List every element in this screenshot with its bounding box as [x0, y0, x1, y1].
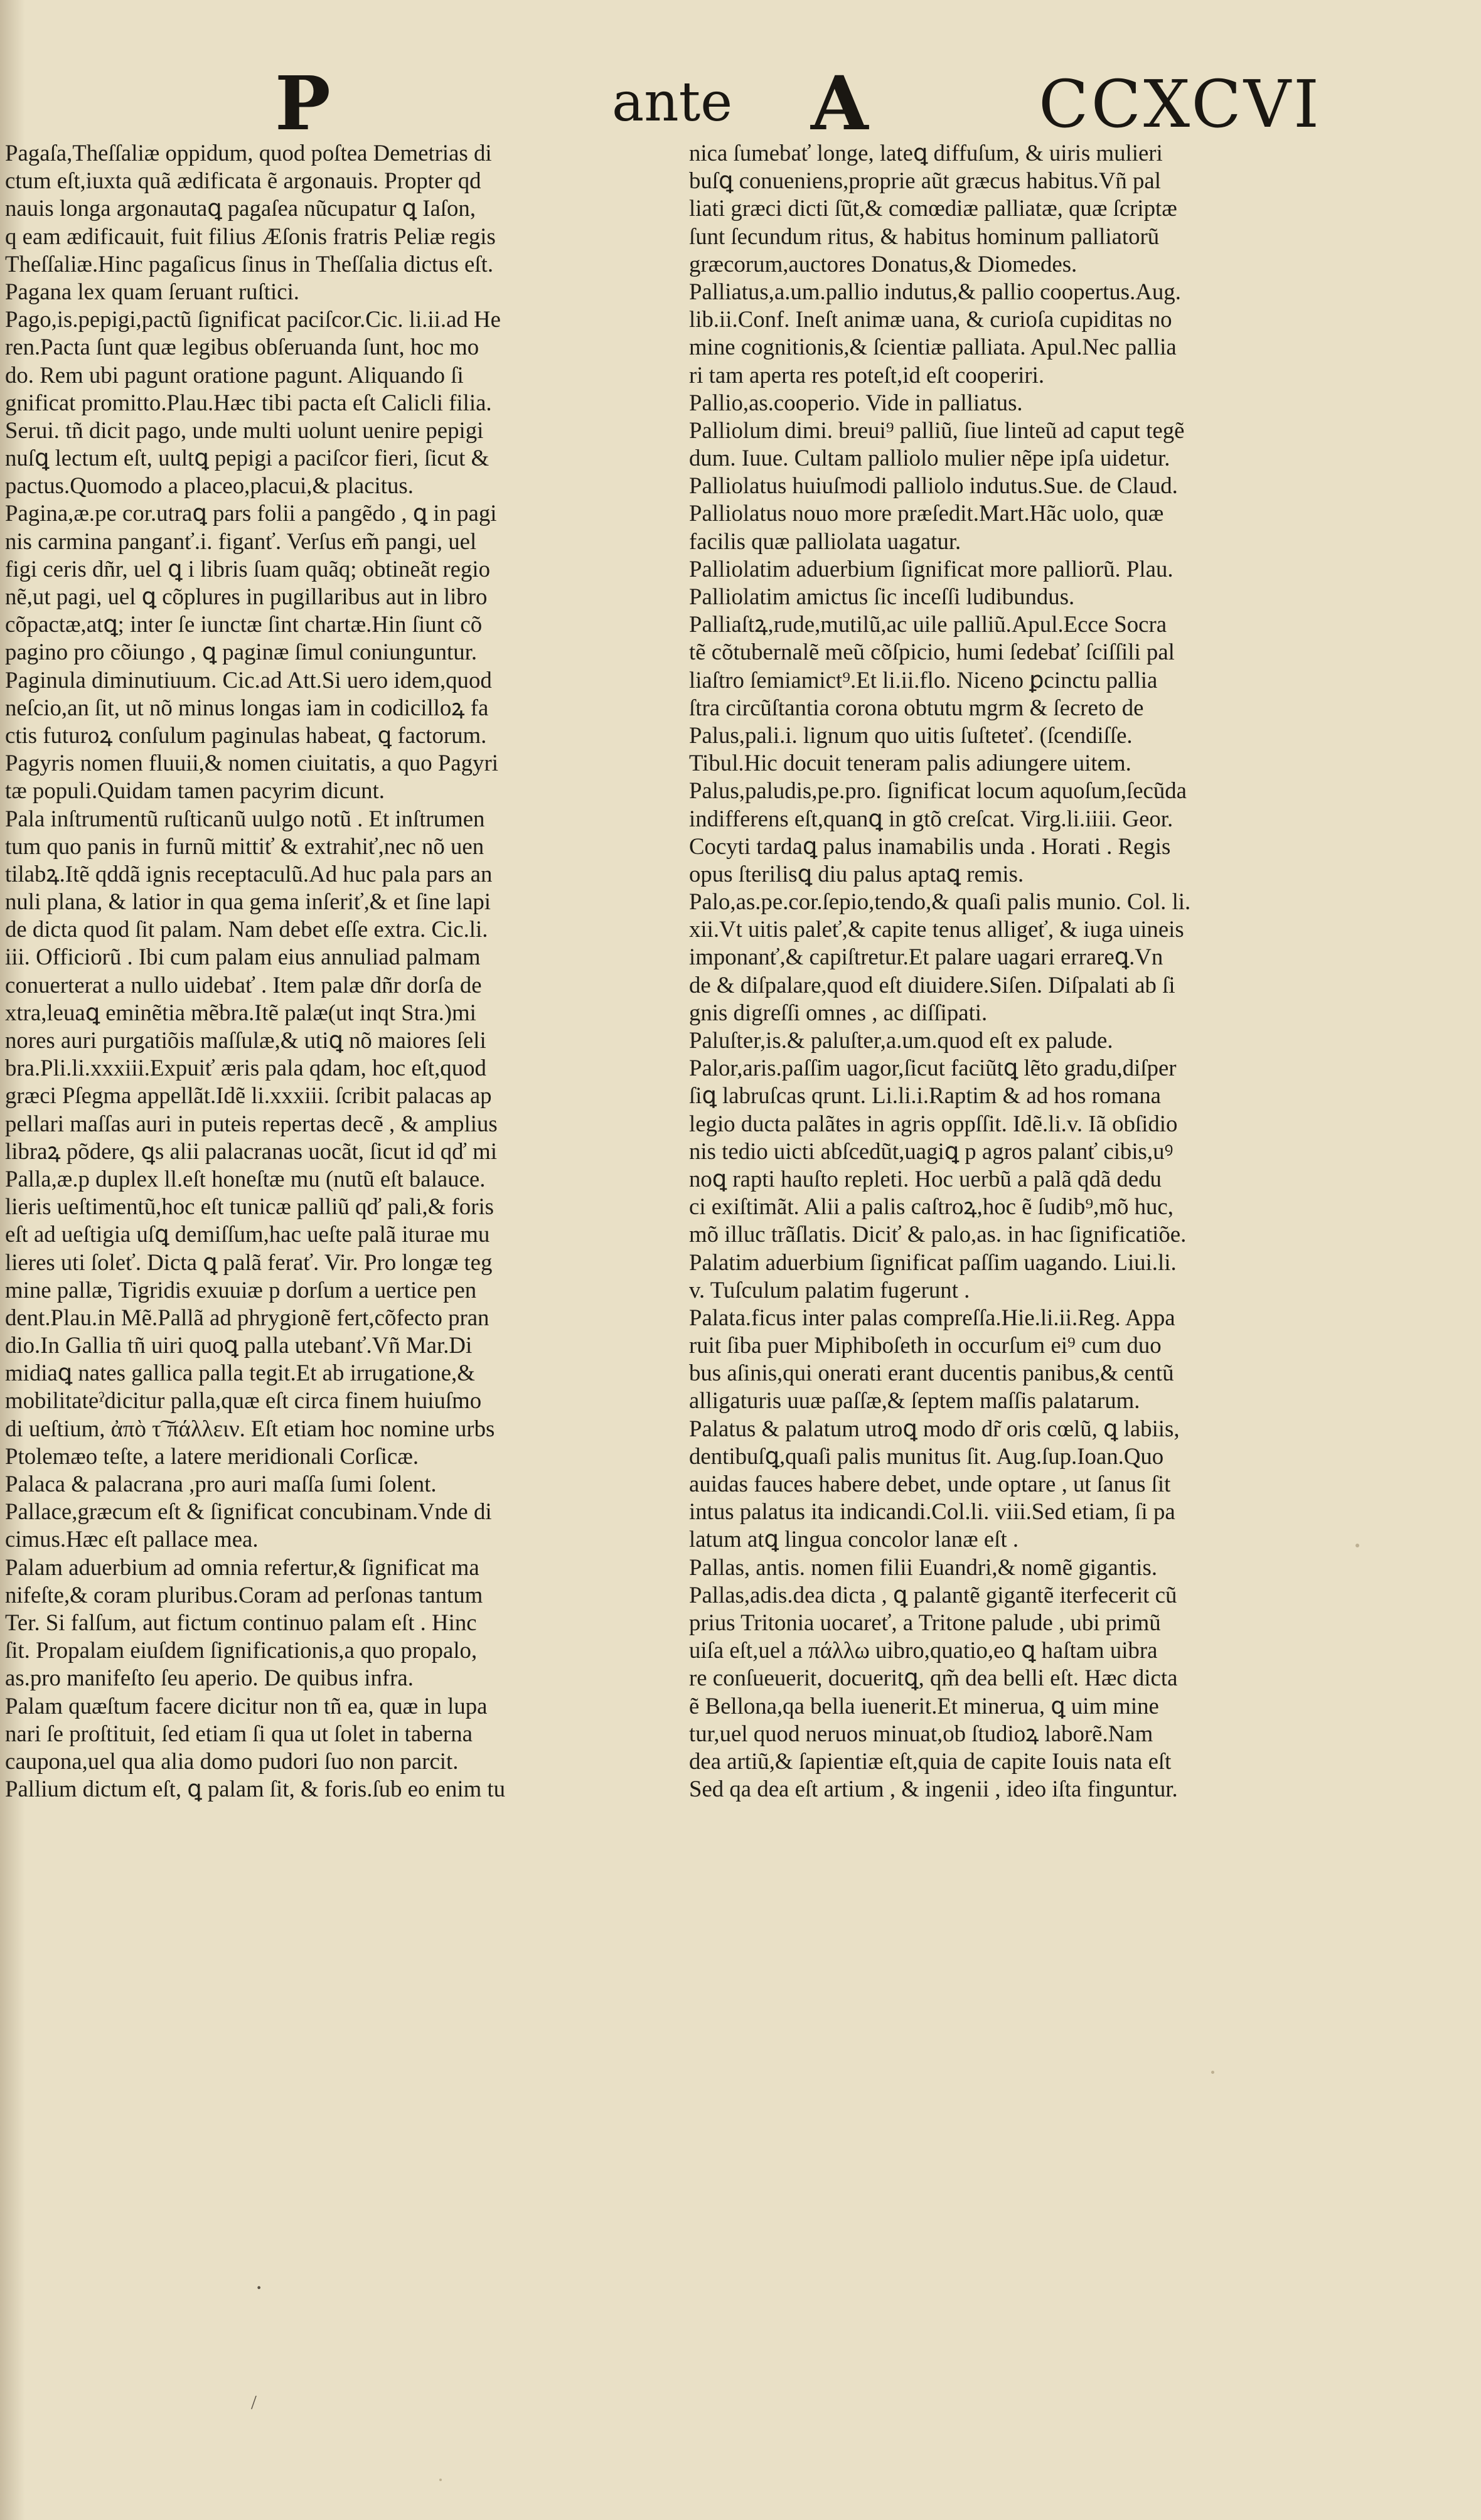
right-column-line: Palliolum dimi. breui⁹ palliũ, ſiue linteũ ad caput tegẽ [689, 417, 1185, 443]
right-column-line: bus aſinis,qui onerati erant ducentis panibus,& centũ [689, 1360, 1174, 1386]
paper-speck [1355, 1544, 1359, 1547]
margin-tick: / [251, 2391, 257, 2413]
right-column-line: Palor,aris.paſſim uagor,ſicut faciũtꝗ lẽto gradu,diſper [689, 1055, 1177, 1081]
left-column-line: midiaꝗ nates gallica palla tegit.Et ab irrugatione,& [5, 1360, 475, 1386]
right-column-line: alligaturis uuæ paſſæ,& ſeptem maſſis palatarum. [689, 1387, 1140, 1414]
right-column-line: Palo,as.pe.cor.ſepio,tendo,& quaſi palis munio. Col. li. [689, 889, 1191, 915]
header-right-initial: A [811, 60, 869, 147]
left-column-line: mobilitateˀdicitur palla,quæ eſt circa finem huiuſmo [5, 1387, 482, 1414]
right-column-line: Palliolatim amictus ſic inceſſi ludibundus. [689, 584, 1075, 609]
left-column-line: Ptolemæo teſte, a latere meridionali Corſicæ. [5, 1443, 419, 1469]
left-column-line: græci Pſegma appellãt.Idẽ li.xxxiii. ſcribit palacas ap [5, 1082, 492, 1109]
right-column-line: uiſa eſt,uel a πάλλω uibro,quatio,eo ꝗ haſtam uibra [689, 1637, 1158, 1663]
running-header [0, 60, 1481, 147]
right-column-line: dum. Iuue. Cultam palliolo mulier nẽpe ipſa uidetur. [689, 445, 1170, 471]
right-column-line: xii.Vt uitis paleť,& capite tenus alligeť, & iuga uineis [689, 916, 1184, 942]
margin-dot: · [255, 2273, 264, 2302]
right-column-line: Tibul.Hic docuit teneram palis adiungere uitem. [689, 750, 1131, 776]
right-column-line: intus palatus ita indicandi.Col.li. viii.Sed etiam, ſi pa [689, 1498, 1175, 1525]
right-column-line: nis tedio uicti abſcedũt,uagiꝗ p agros palanť cibis,uꝰ [689, 1138, 1174, 1164]
right-column-line: de & diſpalare,quod eſt diuidere.Siſen. Diſpalati ab ſi [689, 971, 1175, 998]
right-column-line: legio ducta palãtes in agris oppſſit. Idẽ.li.v. Iã obſidio [689, 1110, 1178, 1136]
left-column-line: Palla,æ.p duplex ll.eſt honeſtæ mu (nutũ eſt balauce. [5, 1165, 486, 1192]
left-column-line: pactus.Quomodo a placeo,placui,& placitus. [5, 472, 414, 499]
right-column-line: nica ſumebať longe, lateꝗ diffuſum, & uiris mulieri [689, 140, 1163, 166]
right-text-column [689, 139, 1384, 1803]
left-column-line: Pagaſa,Theſſaliæ oppidum, quod poſtea Demetrias di [5, 140, 492, 166]
left-column-line: Theſſaliæ.Hinc pagaſicus ſinus in Theſſalia dictus eſt. [5, 250, 494, 277]
left-column-line: nis carmina panganť.i. figanť. Verſus em̃ pangi, uel [5, 528, 477, 554]
left-column-line: cimus.Hæc eſt pallace mea. [5, 1526, 259, 1552]
left-column-line: Pallium dictum eſt, ꝗ palam ſit, & foris.ſub eo enim tu [5, 1776, 506, 1802]
right-column-line: opus ſterilisꝗ diu palus aptaꝗ remis. [689, 860, 1024, 887]
left-column-line: cõpactæ,atꝗ; inter ſe iunctæ ſint chartæ.Hin ſiunt cõ [5, 611, 483, 638]
left-column-line: iii. Officiorũ . Ibi cum palam eius annuliad palmam [5, 944, 481, 970]
left-column-line: Palam quæſtum facere dicitur non tñ ea, quæ in lupa [5, 1692, 488, 1719]
left-column-line: nuſꝗ lectum eſt, uultꝗ pepigi a paciſcor fieri, ſicut & [5, 445, 489, 471]
left-column-line: caupona,uel qua alia domo pudori ſuo non parcit. [5, 1748, 459, 1774]
right-column-line: prius Tritonia uocareť, a Tritone palude , ubi primũ [689, 1609, 1161, 1635]
right-column-line: re conſueuerit, docueritꝗ, qm̃ dea belli eſt. Hæc dicta [689, 1665, 1178, 1691]
header-middle-word: ante [612, 71, 733, 134]
right-column-line: ri tam aperta res poteſt,id eſt cooperiri. [689, 361, 1045, 388]
right-column-line: buſꝗ conueniens,proprie aũt græcus habitus.Vñ pal [689, 168, 1161, 194]
left-column-line: dent.Plau.in Mẽ.Pallã ad phrygionẽ fert,cõfecto pran [5, 1304, 489, 1330]
left-column-line: libraꝝ põdere, ꝗs alii palacranas uocãt, ſicut id qď mi [5, 1138, 497, 1164]
right-column-line: Palliatus,a.um.pallio indutus,& pallio coopertus.Aug. [689, 278, 1181, 304]
left-column-line: Pallace,græcum eſt & ſignificat concubinam.Vnde di [5, 1498, 492, 1525]
right-column-line: græcorum,auctores Donatus,& Diomedes. [689, 250, 1077, 277]
left-column-line: lieres uti ſoleť. Dicta ꝗ palã ferať. Vir. Pro longæ teg [5, 1249, 493, 1275]
left-column-line: figi ceris dñr, uel ꝗ i libris ſuam quãq; obtineãt regio [5, 555, 490, 582]
left-column-line: dio.In Gallia tñ uiri quoꝗ palla utebanť.Vñ Mar.Di [5, 1332, 473, 1359]
right-column-line: liaſtro ſemiamict⁹.Et li.ii.flo. Niceno ꝑcinctu pallia [689, 666, 1158, 693]
right-column-line: Pallas,adis.dea dicta , ꝗ palantẽ gigantẽ iterfecerit cũ [689, 1581, 1177, 1608]
folio-number: CCXCVI [1039, 66, 1322, 142]
left-column-line: gnificat promitto.Plau.Hæc tibi pacta eſt Calicli filia. [5, 389, 492, 415]
left-column-line: nores auri purgatiõis maſſulæ,& utiꝗ nõ maiores ſeli [5, 1027, 486, 1053]
left-column-line: di ueſtium, ἀπὸ τ͠ πάλλειν. Eſt etiam hoc nomine urbs [5, 1415, 495, 1441]
left-column-line: nuli plana, & latior in qua gema inſeriť,& et ſine lapi [5, 889, 491, 915]
right-column-line: Pallio,as.cooperio. Vide in palliatus. [689, 389, 1023, 415]
left-column-line: do. Rem ubi pagunt oratione pagunt. Aliquando ſi [5, 361, 464, 388]
right-column-line: Palus,pali.i. lignum quo uitis ſuſteteť. (ſcendiſſe. [689, 722, 1133, 748]
left-column-line: pagino pro cõiungo , ꝗ paginæ ſimul coniunguntur. [5, 639, 478, 665]
left-column-line: Ter. Si falſum, aut fictum continuo palam eſt . Hinc [5, 1609, 477, 1635]
left-column-line: Pagana lex quam ſeruant ruſtici. [5, 278, 299, 304]
right-column-line: ruit ſiba puer Miphiboſeth in occurſum ei⁹ cum duo [689, 1332, 1162, 1359]
right-column-line: Cocyti tardaꝗ palus inamabilis unda . Horati . Regis [689, 833, 1171, 859]
left-column-line: q eam ædificauit, fuit filius Æſonis fratris Peliæ regis [5, 223, 496, 249]
left-column-line: nauis longa argonautaꝗ pagaſea nũcupatur ꝗ Iaſon, [5, 195, 476, 222]
right-column-line: gnis digreſſi omnes , ac diſſipati. [689, 999, 988, 1025]
right-column-line: Sed qa dea eſt artium , & ingenii , ideo iſta finguntur. [689, 1776, 1178, 1802]
left-column-line: tilabꝝ.Itẽ qddã ignis receptaculũ.Ad huc pala pars an [5, 860, 493, 887]
right-column-line: mõ illuc trãſlatis. Diciť & palo,as. in hac ſignificatiõe. [689, 1221, 1187, 1247]
right-column-line: Palliolatus nouo more præſedit.Mart.Hãc uolo, quæ [689, 500, 1164, 526]
left-column-line: Pagyris nomen fluuii,& nomen ciuitatis, a quo Pagyri [5, 750, 498, 776]
left-column-line: lieris ueſtimentũ,hoc eſt tunicæ palliũ qď pali,& foris [5, 1193, 495, 1220]
right-column-line: ẽ Bellona,qa bella iuenerit.Et minerua, ꝗ uim mine [689, 1692, 1159, 1719]
left-column-line: Pago,is.pepigi,pactũ ſignificat paciſcor.Cic. li.ii.ad He [5, 306, 501, 333]
left-column-line: nẽ,ut pagi, uel ꝗ cõplures in pugillaribus aut in libro [5, 584, 488, 609]
right-column-line: Palus,paludis,pe.pro. ſignificat locum aquoſum,ſecũda [689, 777, 1187, 804]
left-column-line: Pala inſtrumentũ ruſticanũ uulgo notũ . Et inſtrumen [5, 805, 485, 831]
right-column-line: tẽ cõtubernalẽ meũ cõſpicio, humi ſedebať ſciſſili pal [689, 639, 1175, 665]
header-left-initial: P [275, 60, 331, 147]
right-column-line: mine cognitionis,& ſcientiæ palliata. Apul.Nec pallia [689, 334, 1177, 360]
right-column-line: v. Tuſculum palatim fugerunt . [689, 1276, 970, 1303]
right-column-line: lib.ii.Conf. Ineſt animæ uana, & curioſa cupiditas no [689, 306, 1172, 333]
right-column-line: Palliolatus huiuſmodi palliolo indutus.Sue. de Claud. [689, 472, 1178, 499]
right-column-line: noꝗ rapti hauſto repleti. Hoc uerbũ a palã qdã dedu [689, 1165, 1162, 1192]
right-column-line: ſunt ſecundum ritus, & habitus hominum palliatorũ [689, 223, 1160, 249]
left-column-line: neſcio,an ſit, ut nõ minus longas iam in codicilloꝝ fa [5, 694, 489, 720]
right-column-line: facilis quæ palliolata uagatur. [689, 528, 961, 554]
left-column-line: xtra,leuaꝗ eminẽtia mẽbra.Itẽ palæ(ut inqt Stra.)mi [5, 999, 476, 1025]
right-column-line: Palliaſtꝝ,rude,mutilũ,ac uile palliũ.Apul.Ecce Socra [689, 611, 1167, 638]
left-column-line: Palaca & palacrana ,pro auri maſſa ſumi ſolent. [5, 1471, 437, 1497]
right-column-line: indifferens eſt,quanꝗ in gtõ creſcat. Virg.li.iiii. Geor. [689, 805, 1174, 831]
left-column-line: mine pallæ, Tigridis exuuiæ p dorſum a uertice pen [5, 1276, 477, 1303]
left-column-line: de dicta quod ſit palam. Nam debet eſſe extra. Cic.li. [5, 916, 488, 942]
right-column-line: ſiꝗ labruſcas qrunt. Li.li.i.Raptim & ad hos romana [689, 1082, 1162, 1109]
left-column-line: Serui. tñ dicit pago, unde multi uolunt uenire pepigi [5, 417, 484, 443]
paper-speck [1211, 2071, 1214, 2074]
left-column-line: ſit. Propalam eiuſdem ſignificationis,a quo propalo, [5, 1637, 478, 1663]
left-column-line: eſt ad ueſtigia uſꝗ demiſſum,hac ueſte palã iturae mu [5, 1221, 490, 1247]
right-column-line: liati græci dicti ſũt,& comœdiæ palliatæ, quæ ſcriptæ [689, 195, 1177, 222]
left-column-line: as.pro manifeſto ſeu aperio. De quibus infra. [5, 1665, 414, 1691]
left-column-line: tæ populi.Quidam tamen pacyrim dicunt. [5, 777, 385, 804]
right-column-line: Palatim aduerbium ſignificat paſſim uagando. Liui.li. [689, 1249, 1177, 1275]
right-column-line: Palliolatim aduerbium ſignificat more palliorũ. Plau. [689, 555, 1174, 582]
right-column-line: dentibuſꝗ,quaſi palis munitus ſit. Aug.ſup.Ioan.Quo [689, 1443, 1164, 1469]
right-column-line: ci exiſtimãt. Alii a palis caſtroꝝ,hoc ẽ ſudib⁹,mõ huc, [689, 1193, 1174, 1220]
right-column-line: Pallas, antis. nomen filii Euandri,& nomẽ gigantis. [689, 1554, 1158, 1580]
left-column-line: Palam aduerbium ad omnia refertur,& ſignificat ma [5, 1554, 479, 1580]
left-column-line: Pagina,æ.pe cor.utraꝗ pars folii a pangẽdo , ꝗ in pagi [5, 500, 497, 526]
left-column-line: Paginula diminutiuum. Cic.ad Att.Si uero idem,quod [5, 666, 492, 693]
right-column-line: auidas fauces habere debet, unde optare , ut ſanus ſit [689, 1471, 1171, 1497]
right-column-line: Palatus & palatum utroꝗ modo dr̃ oris cœlũ, ꝗ labiis, [689, 1415, 1180, 1441]
left-column-line: nifeſte,& coram pluribus.Coram ad perſonas tantum [5, 1581, 483, 1608]
right-column-line: tur,uel quod neruos minuat,ob ſtudioꝝ laborẽ.Nam [689, 1720, 1153, 1746]
left-column-line: pellari maſſas auri in puteis repertas decẽ , & amplius [5, 1110, 498, 1136]
left-column-line: ctis futuroꝝ conſulum paginulas habeat, ꝗ factorum. [5, 722, 487, 748]
right-column-line: latum atꝗ lingua concolor lanæ eſt . [689, 1526, 1019, 1552]
right-column-line: ſtra circũſtantia corona obtutu mgrm & ſecreto de [689, 694, 1144, 720]
paper-speck [439, 2479, 442, 2481]
left-text-column [5, 139, 700, 1803]
left-column-line: nari ſe proſtituit, ſed etiam ſi qua ut ſolet in taberna [5, 1720, 473, 1746]
left-column-line: bra.Pli.li.xxxiii.Expuiť æris pala qdam, hoc eſt,quod [5, 1055, 486, 1081]
right-column-line: imponanť,& capiſtretur.Et palare uagari errareꝗ.Vn [689, 944, 1163, 970]
right-column-line: Paluſter,is.& paluſter,a.um.quod eſt ex palude. [689, 1027, 1113, 1053]
left-column-line: ren.Pacta ſunt quæ legibus obſeruanda ſunt, hoc mo [5, 334, 479, 360]
left-column-line: conuerterat a nullo uidebať . Item palæ dñr dorſa de [5, 971, 482, 998]
right-column-line: dea artiũ,& ſapientiæ eſt,quia de capite Iouis nata eſt [689, 1748, 1172, 1774]
right-column-line: Palata.ficus inter palas compreſſa.Hie.li.ii.Reg. Appa [689, 1304, 1175, 1330]
left-column-line: ctum eſt,iuxta quã ædificata ẽ argonauis. Propter qd [5, 168, 481, 194]
left-column-line: tum quo panis in furnũ mittiť & extrahiť,nec nõ uen [5, 833, 484, 859]
